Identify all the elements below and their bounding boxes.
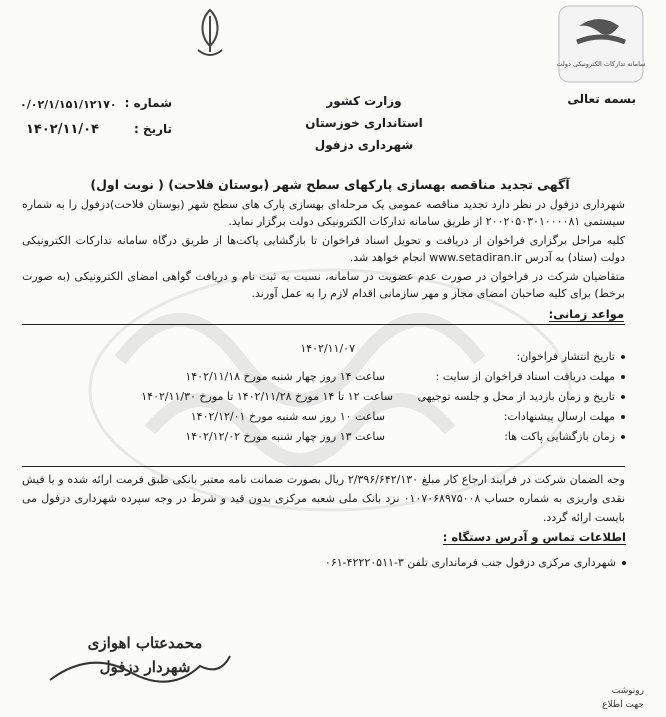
bismillah: بسمه تعالی — [567, 92, 636, 106]
contact-heading: اطلاعات تماس و آدرس دستگاه : — [442, 530, 626, 544]
cc-purpose: جهت اطلاع — [602, 700, 644, 710]
deadline-value: ۱۴۰۲/۱۱/۰۷ — [300, 342, 355, 355]
guarantee-text: وجه الضمان شرکت در فرایند ارجاع کار مبلغ ۲/۳۹۶/۶۴۲/۱۳۰ ریال بصورت ضمانت نامه معتبر بانکی طبق فرمت ارائه شده و یا فیش نقدی واریزی به شماره حساب ۰۱۰۷۰۶۸۹۷۵۰۰۸ نزد بانک ملی شعبه مرکزی بدون قید و شرط در وجه سپرده شهرداری دزفول می بایست ارائه گردد. — [22, 473, 625, 524]
paragraph-3: متقاضیان شرکت در فراخوان در صورت عدم عضویت در سامانه، نسبت به ثبت نام و دریافت گواهی امضای الکترونیکی (به صورت برخط) برای کلیه صاحبان امضای مجاز و مهر سازمانی اقدام لازم را به عمل آورند. — [22, 270, 625, 300]
date-label: تاریخ : — [133, 122, 172, 136]
number-label: شماره : — [124, 96, 172, 110]
bullet-icon — [621, 375, 625, 379]
setad-logo — [557, 4, 645, 84]
logo-text: سامانه تدارکات الکترونیکی دولت — [557, 60, 645, 68]
cc-label: رونوشت — [611, 686, 644, 696]
deadline-label: مهلت ارسال پیشنهادات: — [503, 410, 615, 423]
letter-date: ۱۴۰۲/۱۱/۰۴ — [26, 122, 99, 137]
deadline-label: زمان بازگشایی پاکت ها: — [504, 430, 615, 443]
notice-title: آگهی تجدید مناقصه بهسازی پارکهای سطح شهر (بوستان فلاحت) ( نوبت اول) — [90, 177, 570, 192]
signatory-role: شهردار دزفول — [99, 658, 191, 676]
deadline-value: ساعت ۱۰ روز سه شنبه مورخ ۱۴۰۲/۱۲/۰۱ — [190, 410, 385, 423]
ministry-name: وزارت کشور — [326, 94, 402, 108]
letter-number: ۰/۰۲/۱/۱۵۱/۱۲۱۷۰ — [20, 98, 117, 111]
deadline-value: ساعت ۱۲ تا ۱۴ مورخ ۱۴۰۲/۱۱/۲۸ تا مورخ ۱۴۰۲/۱۱/۳۰ — [141, 390, 393, 403]
bullet-icon — [621, 355, 625, 359]
deadline-value: ساعت ۱۳ روز چهار شنبه مورخ ۱۴۰۲/۱۲/۰۲ — [185, 430, 385, 443]
deadlines-heading: مواعد زمانی: — [548, 307, 624, 321]
governorate-name: استانداری خوزستان — [305, 116, 423, 130]
divider — [22, 466, 625, 467]
deadline-label: تاریخ و زمان بازدید از محل و جلسه توجیهی — [417, 390, 615, 403]
paragraph-2: کلیه مراحل برگزاری فراخوان از دریافت و تحویل اسناد فراخوان تا بازگشایی پاکت‌ها از طریق درگاه سامانه تدارکات الکترونیکی دولت (ستاد) به آدرس www.setadiran.ir انجام خواهد شد. — [22, 234, 625, 264]
municipality-name: شهرداری دزفول — [314, 138, 414, 152]
deadlines-list — [30, 342, 625, 450]
deadline-item — [30, 390, 625, 410]
signatory-name: محمدعتاب اهوازی — [87, 634, 203, 652]
deadline-item — [30, 430, 625, 450]
deadline-item — [30, 370, 625, 390]
deadline-item — [30, 342, 625, 370]
bullet-icon — [621, 435, 625, 439]
bullet-icon — [622, 561, 626, 565]
contact-address: شهرداری مرکزی دزفول جنب فرمانداری تلفن ۳-۴۲۲۲۰۵۱۱-۰۶۱ — [325, 556, 626, 569]
bullet-icon — [621, 395, 625, 399]
paragraph-1: شهرداری دزفول در نظر دارد تجدید مناقصه عمومی یک مرحله‌ای بهسازی پارک های سطح شهر (بوستان فلاحت)دزفول را به شماره سیستمی ۲۰۰۲۰۵۰۳۰۱۰۰۰۰۸۱ از طریق سامانه تدارکات الکترونیکی دولت برگزار نماید. — [22, 198, 625, 228]
divider — [22, 324, 625, 325]
deadline-item — [30, 410, 625, 430]
deadline-label: مهلت دریافت اسناد فراخوان از سایت : — [435, 370, 615, 383]
bullet-icon — [621, 415, 625, 419]
deadline-value: ساعت ۱۴ روز چهار شنبه مورخ ۱۴۰۲/۱۱/۱۸ — [185, 370, 385, 383]
iran-emblem-icon — [190, 6, 230, 62]
deadline-label: تاریخ انتشار فراخوان: — [516, 350, 615, 363]
signature-stroke — [40, 640, 240, 700]
